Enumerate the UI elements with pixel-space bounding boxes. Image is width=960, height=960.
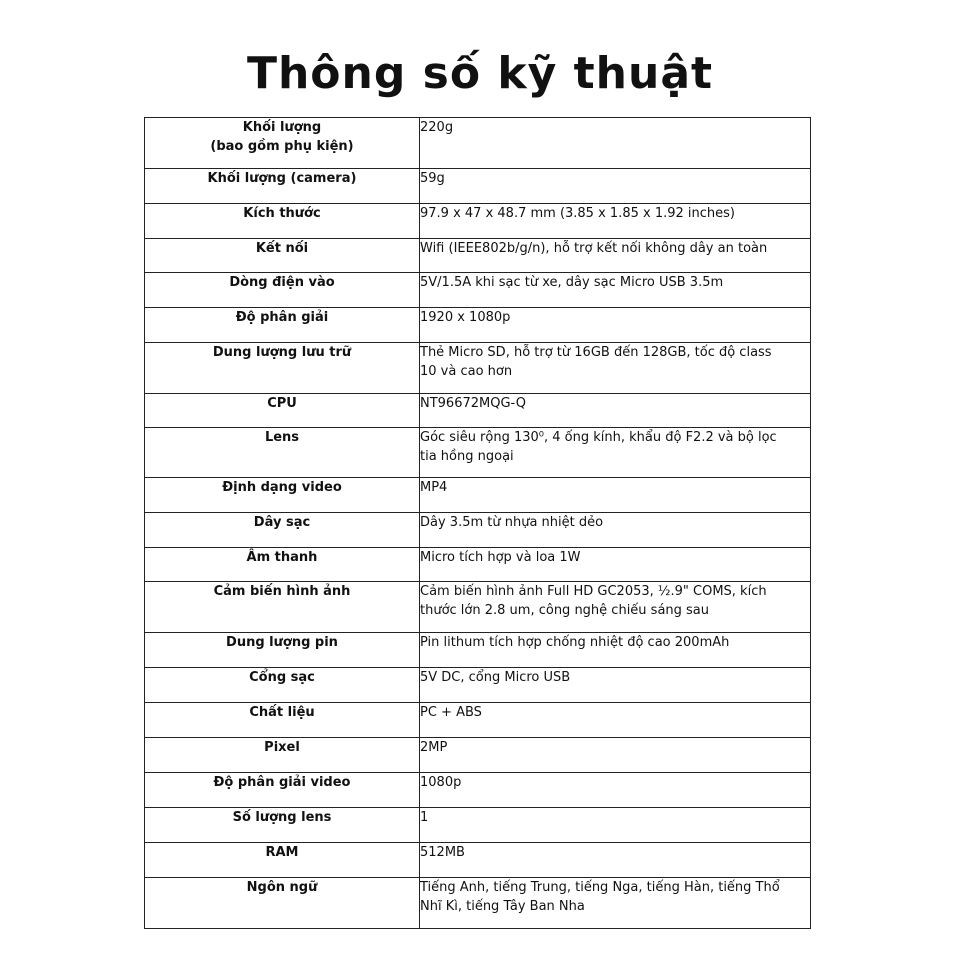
spec-label: Ngôn ngữ — [246, 880, 318, 895]
table-row — [145, 582, 811, 633]
spec-value-cell — [420, 878, 811, 929]
spec-value: MP4 — [420, 480, 448, 495]
spec-table-body — [145, 118, 811, 929]
spec-value-cell — [420, 343, 811, 394]
table-row — [145, 843, 811, 878]
spec-value: PC + ABS — [420, 705, 482, 720]
spec-value: 1920 x 1080p — [420, 310, 511, 325]
table-row — [145, 633, 811, 668]
table-row — [145, 478, 811, 513]
table-row — [145, 808, 811, 843]
spec-label-cell — [145, 633, 420, 668]
spec-value: Góc siêu rộng 130⁰, 4 ống kính, khẩu độ F2.2 và bộ lọc tia hồng ngoại — [420, 430, 777, 464]
spec-label: Lens — [264, 430, 300, 445]
spec-label: CPU — [267, 396, 297, 411]
spec-label: Độ phân giải — [235, 310, 329, 325]
spec-label-cell — [145, 394, 420, 428]
spec-value: 512MB — [420, 845, 465, 860]
table-row — [145, 169, 811, 204]
spec-value: Thẻ Micro SD, hỗ trợ từ 16GB đến 128GB, tốc độ class 10 và cao hơn — [420, 345, 772, 379]
spec-label-cell — [145, 843, 420, 878]
table-row — [145, 738, 811, 773]
spec-value-cell — [420, 273, 811, 308]
spec-value-cell — [420, 633, 811, 668]
spec-label-cell — [145, 273, 420, 308]
spec-value-cell — [420, 308, 811, 343]
spec-value-cell — [420, 668, 811, 703]
spec-label: Âm thanh — [246, 550, 318, 565]
spec-label: Pixel — [264, 740, 300, 755]
spec-label-cell — [145, 428, 420, 478]
spec-value-cell — [420, 394, 811, 428]
spec-label-cell — [145, 738, 420, 773]
spec-label: Kích thước — [243, 206, 321, 221]
spec-label: Cổng sạc — [249, 670, 315, 685]
spec-value-cell — [420, 478, 811, 513]
table-row — [145, 428, 811, 478]
spec-label-cell — [145, 773, 420, 808]
spec-label-cell — [145, 668, 420, 703]
table-row — [145, 878, 811, 929]
spec-label: Chất liệu — [249, 705, 315, 720]
spec-label-cell — [145, 169, 420, 204]
spec-label: Dòng điện vào — [229, 275, 335, 290]
spec-value-cell — [420, 582, 811, 633]
spec-value-cell — [420, 548, 811, 582]
spec-value: NT96672MQG-Q — [420, 396, 526, 411]
spec-label-cell — [145, 308, 420, 343]
spec-label: Kết nối — [255, 241, 309, 256]
table-row — [145, 394, 811, 428]
table-row — [145, 668, 811, 703]
spec-label: Dung lượng pin — [226, 635, 338, 650]
table-row — [145, 703, 811, 738]
spec-table — [144, 117, 811, 929]
spec-value-cell — [420, 843, 811, 878]
spec-value-cell — [420, 703, 811, 738]
table-row — [145, 548, 811, 582]
spec-value: 1 — [420, 810, 429, 825]
spec-value: Tiếng Anh, tiếng Trung, tiếng Nga, tiếng Hàn, tiếng Thổ Nhĩ Kì, tiếng Tây Ban Nha — [420, 880, 780, 914]
spec-value: Micro tích hợp và loa 1W — [420, 550, 581, 565]
spec-label-cell — [145, 513, 420, 548]
spec-label: Khối lượng (camera) — [207, 171, 357, 186]
spec-value: Dây 3.5m từ nhựa nhiệt dẻo — [420, 515, 604, 530]
spec-value: Cảm biến hình ảnh Full HD GC2053, ½.9" COMS, kích thước lớn 2.8 um, công nghệ chiếu sáng sau — [420, 584, 767, 618]
spec-label-cell — [145, 582, 420, 633]
spec-label: Số lượng lens — [232, 810, 332, 825]
table-row — [145, 513, 811, 548]
spec-value-cell — [420, 204, 811, 239]
spec-value: 220g — [420, 120, 454, 135]
spec-label-cell — [145, 239, 420, 273]
spec-label: Độ phân giải video — [213, 775, 351, 790]
spec-label-cell — [145, 343, 420, 394]
spec-label: Khối lượng (bao gồm phụ kiện) — [210, 120, 354, 154]
spec-label-cell — [145, 118, 420, 169]
table-row — [145, 343, 811, 394]
spec-value: Wifi (IEEE802b/g/n), hỗ trợ kết nối không dây an toàn — [420, 241, 768, 256]
spec-label: Dung lượng lưu trữ — [212, 345, 352, 360]
spec-value-cell — [420, 428, 811, 478]
spec-value-cell — [420, 513, 811, 548]
spec-value-cell — [420, 239, 811, 273]
spec-label: RAM — [265, 845, 299, 860]
table-row — [145, 204, 811, 239]
spec-label: Định dạng video — [222, 480, 342, 495]
spec-value: Pin lithum tích hợp chống nhiệt độ cao 200mAh — [420, 635, 730, 650]
spec-value: 97.9 x 47 x 48.7 mm (3.85 x 1.85 x 1.92 inches) — [420, 206, 735, 221]
spec-value: 5V DC, cổng Micro USB — [420, 670, 571, 685]
spec-value: 59g — [420, 171, 445, 186]
table-row — [145, 118, 811, 169]
table-row — [145, 773, 811, 808]
spec-value-cell — [420, 118, 811, 169]
spec-value: 1080p — [420, 775, 462, 790]
spec-value: 2MP — [420, 740, 448, 755]
spec-value-cell — [420, 738, 811, 773]
spec-label-cell — [145, 204, 420, 239]
spec-label: Dây sạc — [253, 515, 311, 530]
spec-value: 5V/1.5A khi sạc từ xe, dây sạc Micro USB 3.5m — [420, 275, 724, 290]
table-row — [145, 308, 811, 343]
spec-value-cell — [420, 169, 811, 204]
spec-value-cell — [420, 773, 811, 808]
page-title: Thông số kỹ thuật — [246, 48, 714, 99]
spec-label-cell — [145, 808, 420, 843]
spec-label-cell — [145, 878, 420, 929]
spec-label: Cảm biến hình ảnh — [213, 584, 351, 599]
spec-value-cell — [420, 808, 811, 843]
spec-label-cell — [145, 548, 420, 582]
spec-label-cell — [145, 703, 420, 738]
table-row — [145, 239, 811, 273]
spec-label-cell — [145, 478, 420, 513]
table-row — [145, 273, 811, 308]
